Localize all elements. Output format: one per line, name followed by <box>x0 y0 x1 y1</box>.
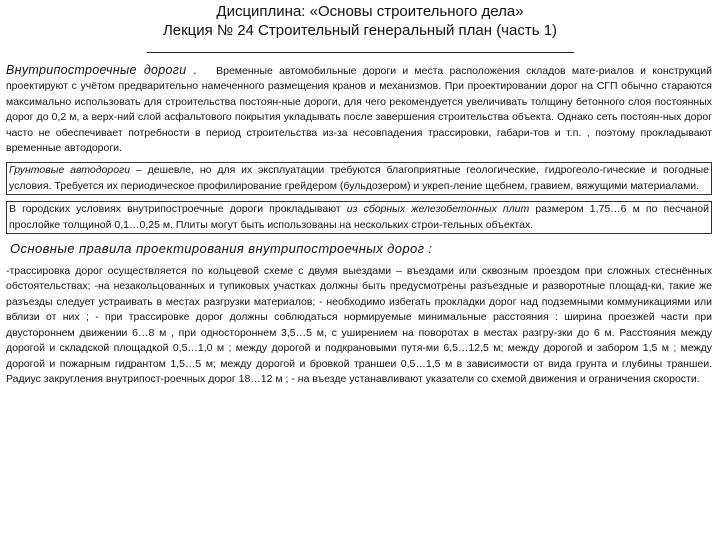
city-roads-text-before: В городских условиях внутрипостроечные дороги прокладывают <box>9 203 347 216</box>
rule-item: - на въезде устанавливают указатели со схемой движения и ограничения скорости. <box>291 372 700 385</box>
header <box>0 2 720 40</box>
rules-list <box>6 264 712 387</box>
paragraph-dirt-roads <box>6 162 712 195</box>
term-dirt-roads: Грунтовые автодороги <box>9 164 131 177</box>
rule-item: - необходимо избегать прокладки дорог над подземными коммуникациями или вблизи от них ; <box>6 295 713 324</box>
rule-item: -на незакольцованных и тупиковых участках должны быть предусмотрены разъездные и разворотные площад-ки, такие же разъезды следует устраивать в местах разгрузки материалов; <box>6 280 712 308</box>
lecture-title: Лекция № 24 Строительный генеральный план (часть 1) <box>162 22 558 39</box>
document-body <box>6 63 712 387</box>
paragraph-city-roads <box>6 201 712 234</box>
city-roads-text-after: размером 1,75…6 м по песчаной прослойке толщиной 0,1…0,25 м. Плиты могут быть использованы на нескольких строи-тельных объектах. <box>9 203 710 231</box>
term-internal-roads: Внутрипостроечные дороги . <box>6 63 198 77</box>
paragraph-internal-roads-text: Временные автомобильные дороги и места расположения складов мате-риалов и конструкций проектируют с учётом предварительно намеченного размещения кранов и механизмов. При проектировании дорог на СГП обычно стараются максимально использовать для строительства постоян-ные дороги, для чего рекомендуется увеличивать толщину бетонного слоя постоянных дорог до 0,2 м, а верх-ний слой асфальтового покрытия укладывать после завершения строительства объекта. Однако сеть постоян-ных дорог часто не обеспечивает потребности в период строительства из-за несовпадения трассировки, габари-тов и т.п. , поэтому прокладывают временные автодороги. <box>6 65 712 155</box>
rule-item: - при трассировке дорог должны соблюдаться нормируемые минимальные расстояния : ширина проезжей части при двустороннем движении 6…8 м , при одностороннем 3,5…5 м, с уширением на поворотах в местах разгру-зки до 6 м. Расстояния между дорогой и складской площадкой 0,5…1,0 м ; между дорогой и подкрановыми путя-ми 6,5…12,5 м; между дорогой и забором 1,5 м ; между дорогой и пожарным гидрантом 1,5…5 м; между дорогой и бровкой траншеи 0,5…1,5 м в зависимости от вида грунта и глубины траншеи. Радиус закругления внутрипост-роечных дорог 18…12 м ; <box>6 311 712 385</box>
rule-item: -трассировка дорог осуществляется по кольцевой схеме с двумя выездами – въездами или сквозным проездом при сложных стеснённых обстоятельствах; <box>6 265 712 293</box>
discipline-title: Дисциплина: «Основы строительного дела» <box>216 3 524 20</box>
rules-heading: Основные правила проектирования внутрипостроечных дорог : <box>10 241 433 257</box>
header-divider <box>147 52 574 53</box>
paragraph-dirt-roads-text: – дешевле, но для их эксплуатации требуются благоприятные геологические, гидрогеоло-гические и погодные условия. Требуется их периодическое профилирование грейдером (бульдозером) и укреп-ление щебнем, гравием, вяжущими материалами. <box>9 164 709 192</box>
term-concrete-slabs: из сборных железобетонных плит <box>346 203 536 216</box>
paragraph-internal-roads <box>6 63 712 156</box>
